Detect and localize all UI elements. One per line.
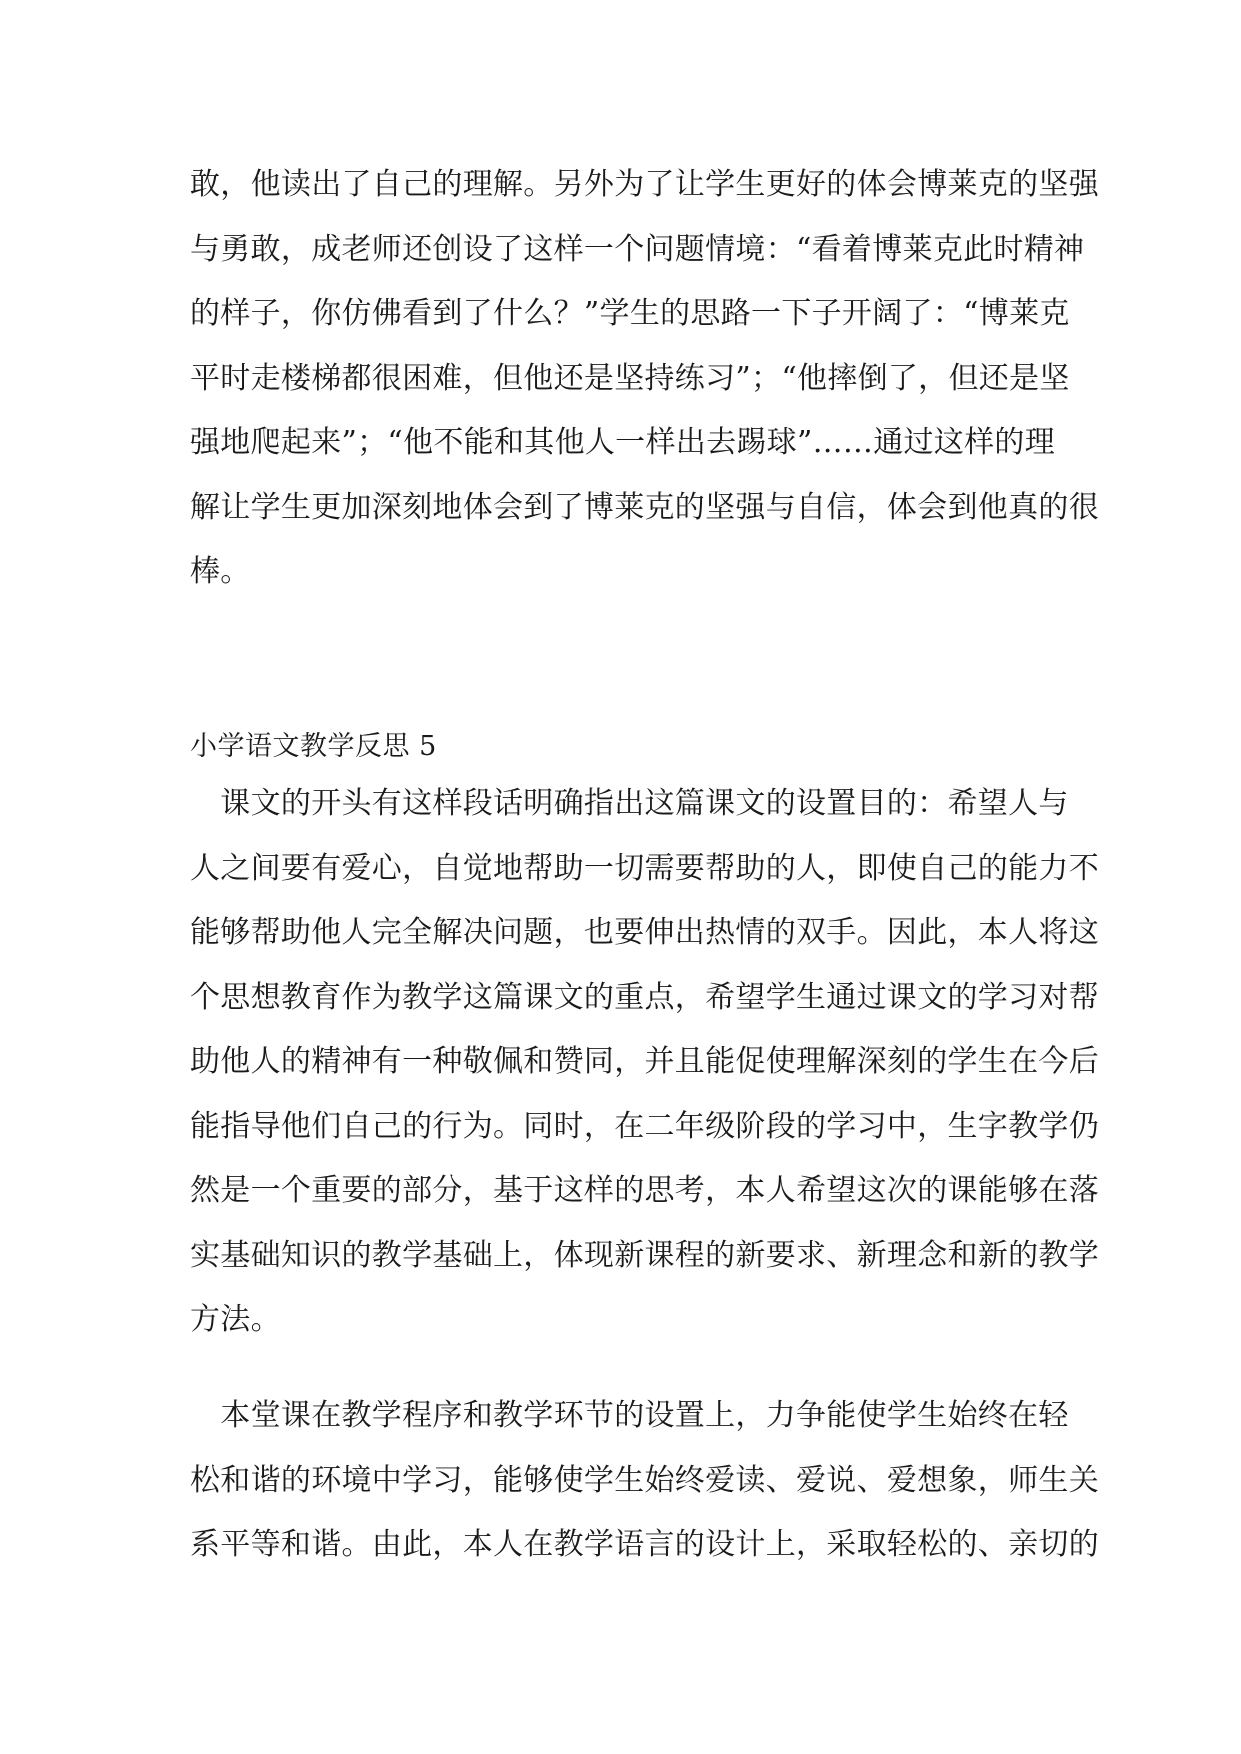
paragraph-line: 平时走楼梯都很困难，但他还是坚持练习”；“他摔倒了，但还是坚 [190, 360, 1070, 396]
section-heading: 小学语文教学反思 5 [190, 731, 437, 762]
paragraph-line: 方法。 [190, 1302, 281, 1337]
paragraph-line: 能够帮助他人完全解决问题，也要伸出热情的双手。因此，本人将这 [190, 915, 1099, 950]
paragraph-line: 能指导他们自己的行为。同时，在二年级阶段的学习中，生字教学仍 [190, 1108, 1099, 1144]
paragraph-line: 本堂课在教学程序和教学环节的设置上，力争能使学生始终在轻 [190, 1398, 1069, 1433]
paragraph-continuation [190, 153, 1099, 605]
paragraph-line: 个思想教育作为教学这篇课文的重点，希望学生通过课文的学习对帮 [190, 979, 1099, 1015]
paragraph-line: 实基础知识的教学基础上，体现新课程的新要求、新理念和新的教学 [190, 1237, 1099, 1273]
paragraph-line: 人之间要有爱心，自觉地帮助一切需要帮助的人，即使自己的能力不 [190, 850, 1099, 886]
paragraph-line: 助他人的精神有一种敬佩和赞同，并且能促使理解深刻的学生在今后 [190, 1044, 1099, 1079]
paragraph-intro [190, 772, 1099, 1353]
paragraph-line: 与勇敢，成老师还创设了这样一个问题情境：“看着博莱克此时精神 [190, 231, 1085, 267]
paragraph-line: 系平等和谐。由此，本人在教学语言的设计上，采取轻松的、亲切的 [190, 1527, 1099, 1562]
paragraph-line: 棒。 [190, 554, 251, 589]
paragraph-line: 敢，他读出了自己的理解。另外为了让学生更好的体会博莱克的坚强 [190, 167, 1099, 202]
paragraph-line: 松和谐的环境中学习，能够使学生始终爱读、爱说、爱想象，师生关 [190, 1462, 1099, 1498]
paragraph-line: 解让学生更加深刻地体会到了博莱克的坚强与自信，体会到他真的很 [190, 489, 1099, 525]
paragraph-line: 强地爬起来”；“他不能和其他人一样出去踢球”……通过这样的理 [190, 425, 1056, 460]
paragraph-line: 然是一个重要的部分，基于这样的思考，本人希望这次的课能够在落 [190, 1173, 1099, 1208]
paragraph-design [190, 1384, 1099, 1578]
paragraph-line: 课文的开头有这样段话明确指出这篇课文的设置目的：希望人与 [190, 786, 1069, 821]
paragraph-line: 的样子，你仿佛看到了什么？”学生的思路一下子开阔了：“博莱克 [190, 296, 1070, 331]
